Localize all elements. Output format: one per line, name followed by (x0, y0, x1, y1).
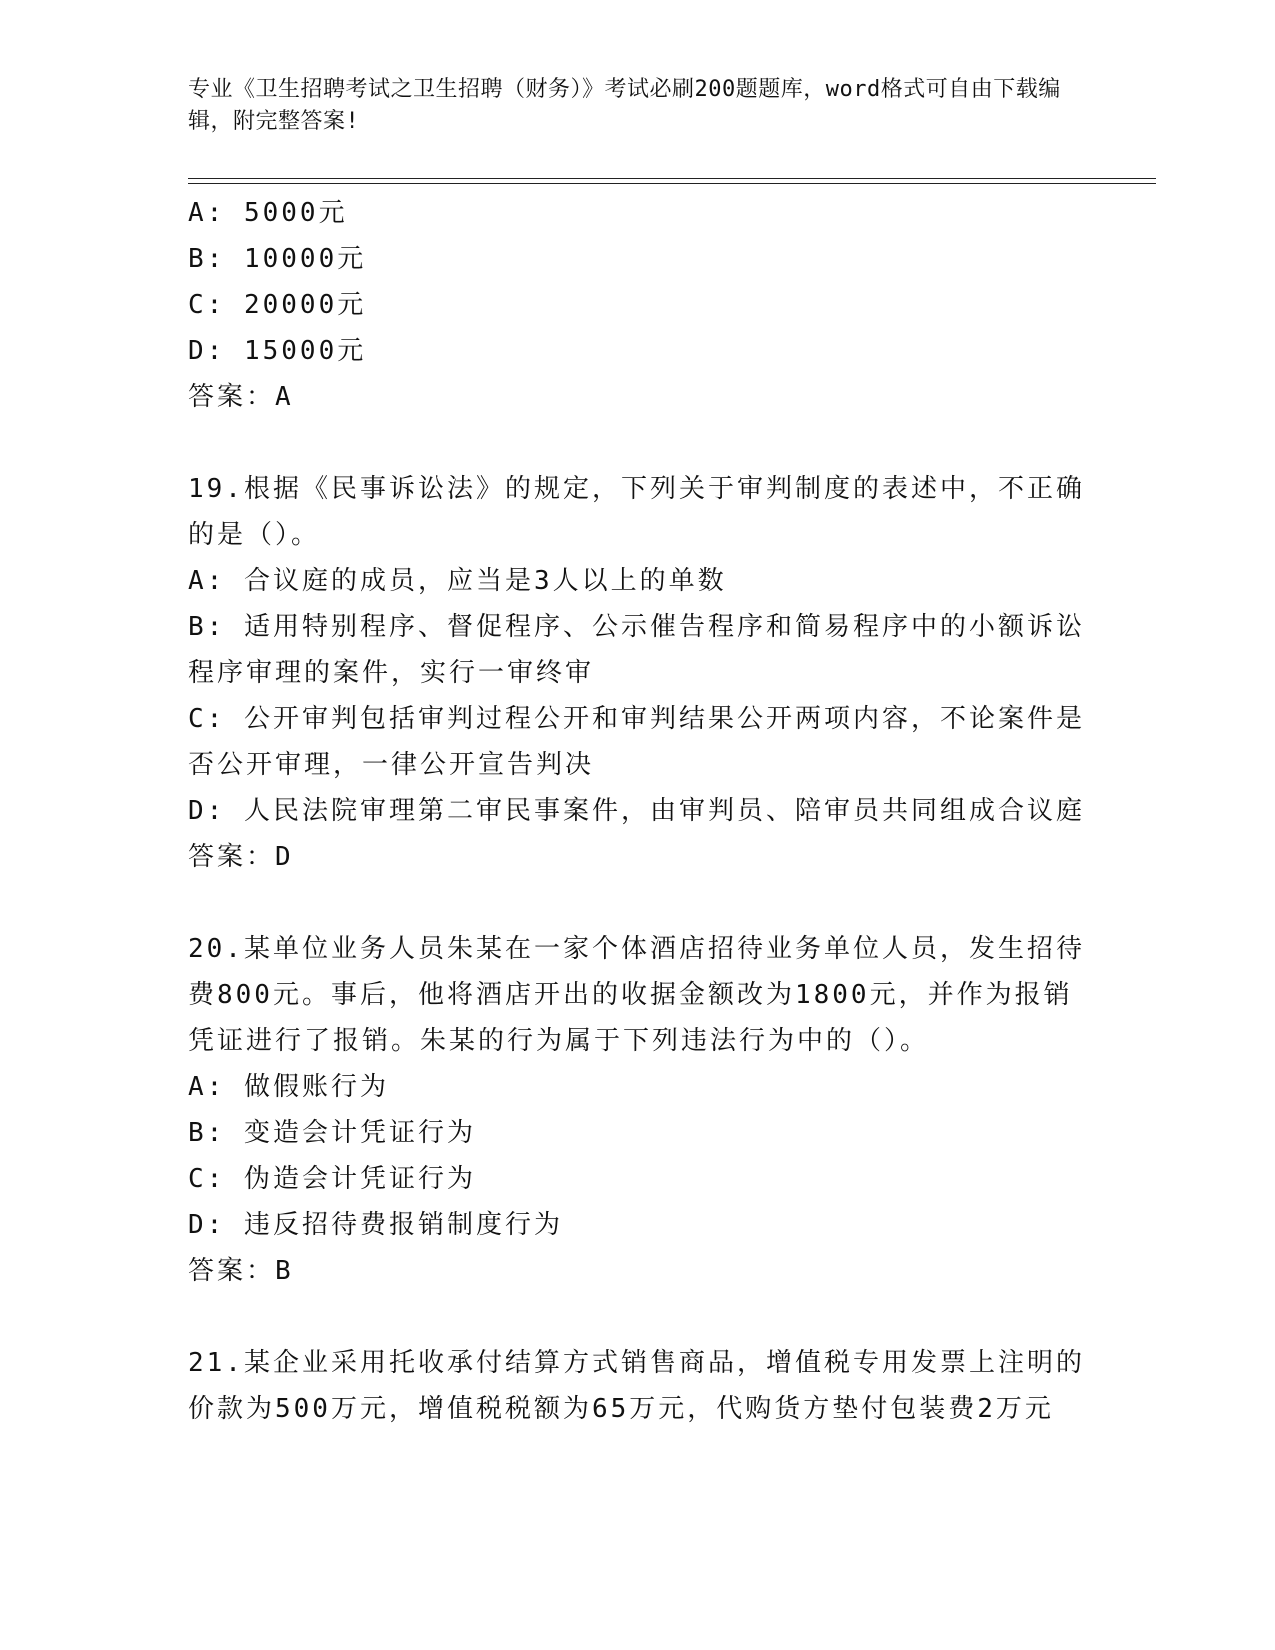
q19-answer: 答案：D (188, 842, 294, 872)
q19-option-a: A: 合议庭的成员，应当是3人以上的单数 (188, 566, 727, 596)
q18-option-a: A: 5000元 (188, 198, 348, 228)
q18-option-d: D: 15000元 (188, 336, 367, 366)
q21-stem: 21.某企业采用托收承付结算方式销售商品，增值税专用发票上注明的价款为500万元，增值税税额为65万元，代购货方垫付包装费2万元 (188, 1348, 1085, 1424)
q20-answer: 答案：B (188, 1256, 294, 1286)
q19-option-b: B: 适用特别程序、督促程序、公示催告程序和简易程序中的小额诉讼程序审理的案件，实行一审终审 (188, 612, 1085, 688)
q20-option-b: B: 变造会计凭证行为 (188, 1118, 476, 1148)
q20-option-d: D: 违反招待费报销制度行为 (188, 1210, 563, 1240)
q18-option-c: C: 20000元 (188, 290, 367, 320)
q19-stem: 19.根据《民事诉讼法》的规定，下列关于审判制度的表述中，不正确的是（）。 (188, 474, 1085, 550)
spacer (188, 880, 1088, 926)
q20-option-c: C: 伪造会计凭证行为 (188, 1164, 476, 1194)
document-body (188, 190, 1088, 1432)
question-21-block (188, 1340, 1088, 1432)
header-divider-bottom (188, 183, 1156, 184)
q20-stem: 20.某单位业务人员朱某在一家个体酒店招待业务单位人员，发生招待费800元。事后，他将酒店开出的收据金额改为1800元，并作为报销凭证进行了报销。朱某的行为属于下列违法行为中的（）。 (188, 934, 1085, 1056)
question-19-block (188, 466, 1088, 880)
question-20-block (188, 926, 1088, 1294)
q20-option-a: A: 做假账行为 (188, 1072, 389, 1102)
spacer (188, 1294, 1088, 1340)
q18-option-b: B: 10000元 (188, 244, 367, 274)
document-header: 专业《卫生招聘考试之卫生招聘（财务）》考试必刷200题题库，word格式可自由下载编辑，附完整答案! (188, 77, 1061, 134)
spacer (188, 420, 1088, 466)
q19-option-d: D: 人民法院审理第二审民事案件，由审判员、陪审员共同组成合议庭 (188, 796, 1085, 826)
header-divider-top (188, 178, 1156, 179)
question-18-block (188, 190, 1088, 420)
q18-answer: 答案：A (188, 382, 294, 412)
q19-option-c: C: 公开审判包括审判过程公开和审判结果公开两项内容，不论案件是否公开审理，一律公开宣告判决 (188, 704, 1085, 780)
